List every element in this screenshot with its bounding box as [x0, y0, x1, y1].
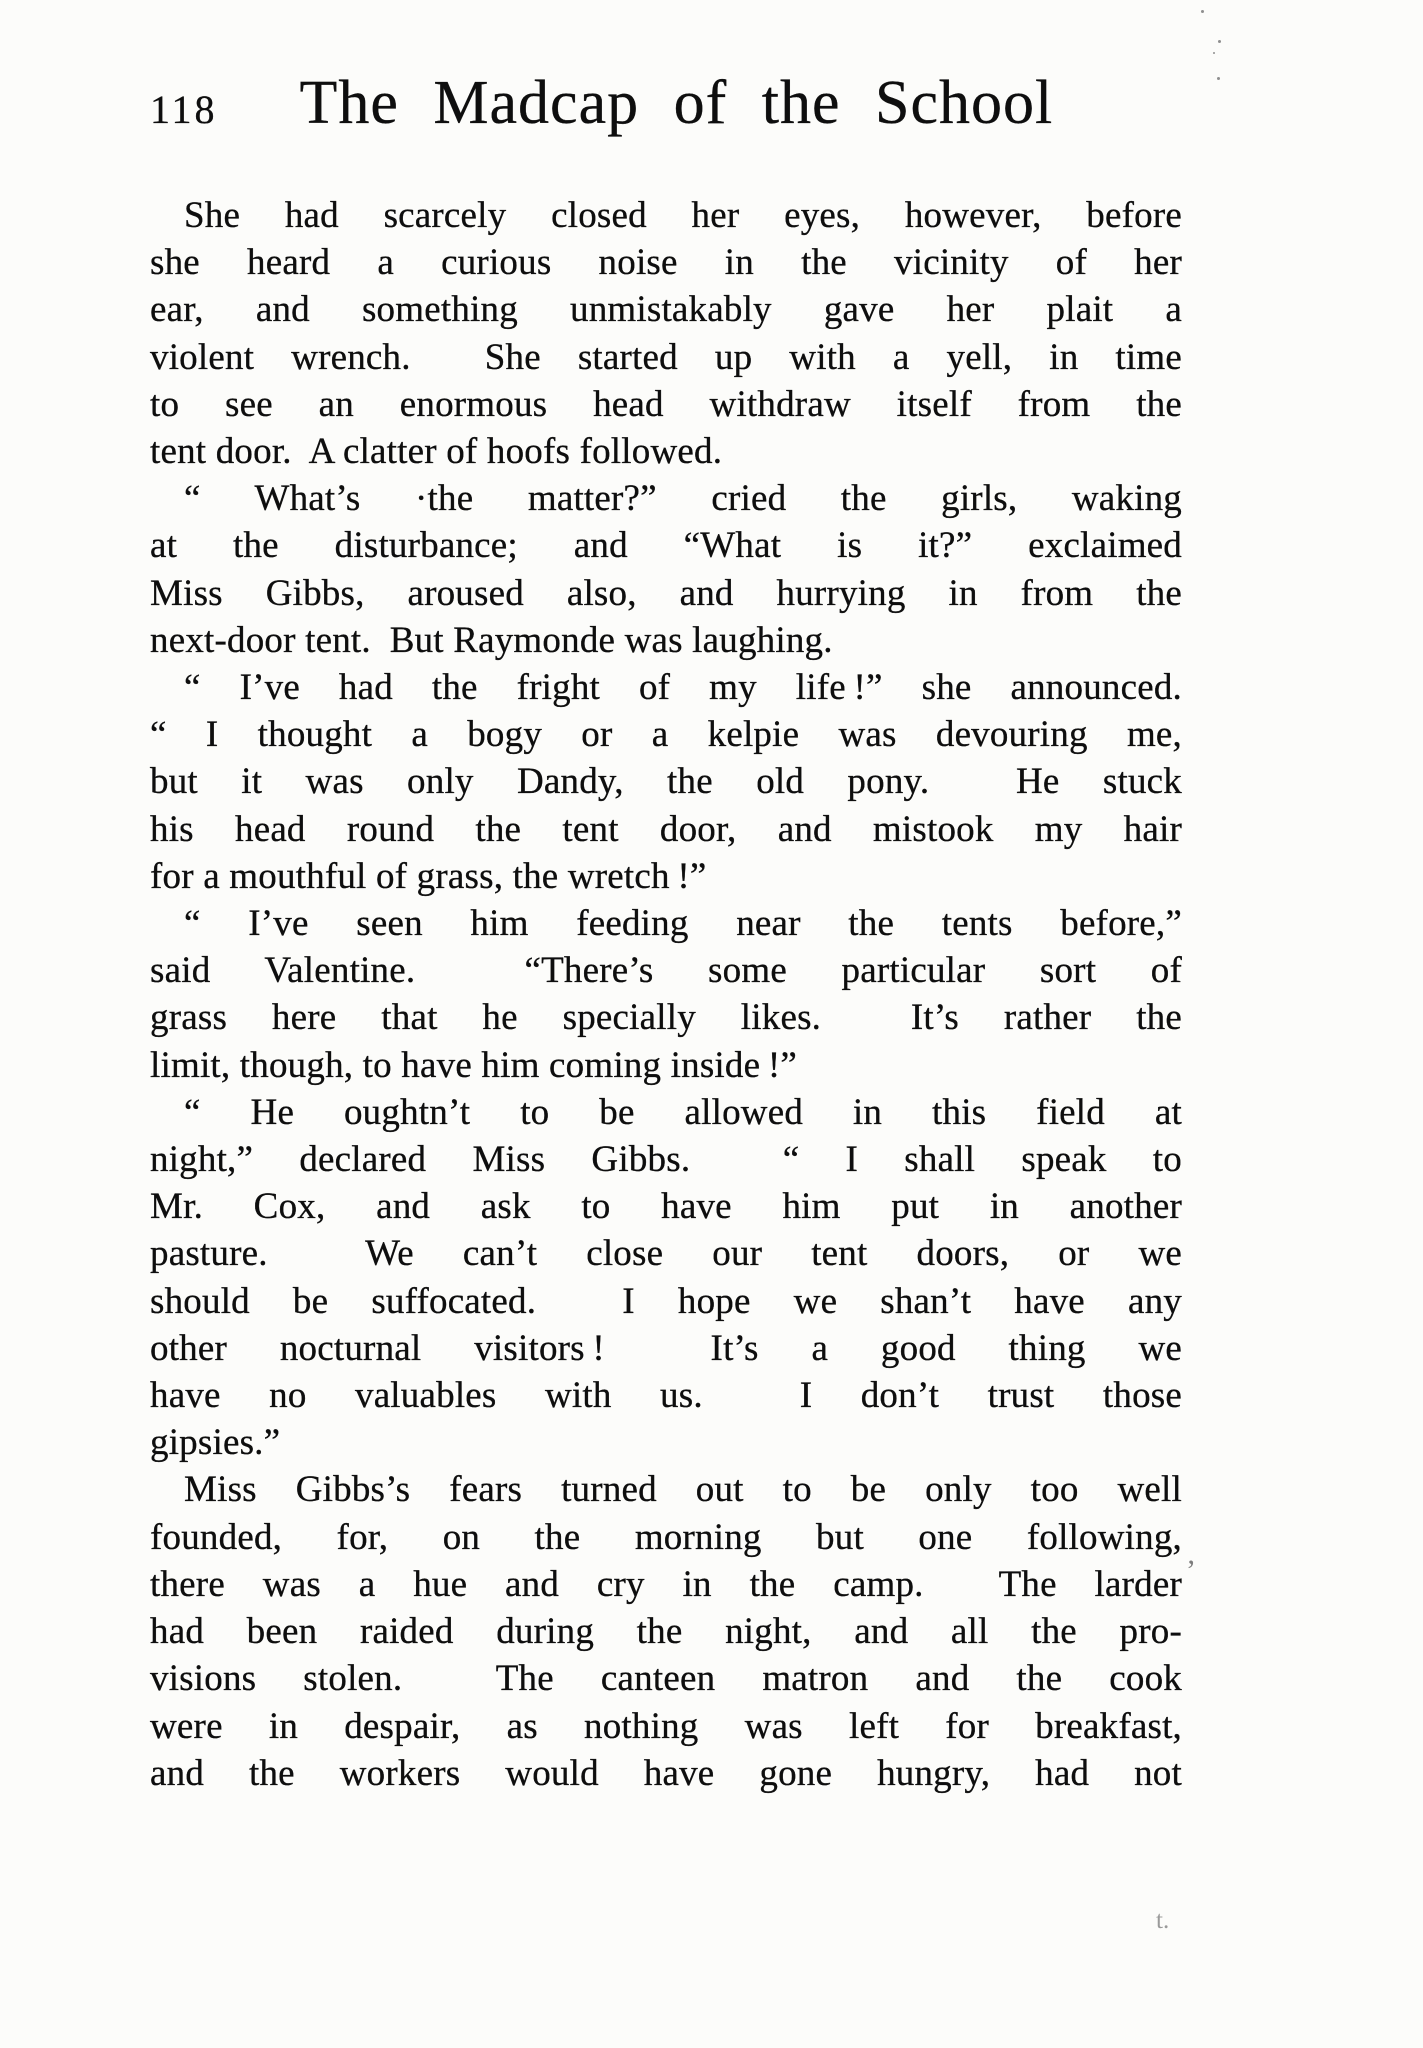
text-line: should be suffocated. I hope we shan’t have any [150, 1280, 1182, 1322]
text-line: night,” declared Miss Gibbs. “ I shall speak to [150, 1139, 1182, 1181]
text-line: had been raided during the night, and all the pro- [150, 1611, 1182, 1653]
text-line: limit, though, to have him coming inside !” [150, 1044, 797, 1086]
text-line: next-door tent. But Raymonde was laughing. [150, 619, 833, 661]
text-block [150, 192, 1182, 1797]
paragraph-2 [150, 475, 1182, 664]
paragraph-4 [150, 900, 1182, 1089]
text-line: founded, for, on the morning but one following, [150, 1516, 1182, 1558]
text-line: his head round the tent door, and mistook my hair [150, 808, 1182, 850]
paragraph-1 [150, 192, 1182, 475]
text-line: ear, and something unmistakably gave her plait a [150, 289, 1182, 331]
text-line: grass here that he specially likes. It’s rather the [150, 997, 1182, 1039]
text-line: for a mouthful of grass, the wretch !” [150, 855, 707, 897]
scan-speck [1218, 40, 1221, 43]
text-line: pasture. We can’t close our tent doors, or we [150, 1233, 1182, 1275]
running-title: The Madcap of the School [299, 69, 1054, 137]
text-line: violent wrench. She started up with a yell, in time [150, 336, 1182, 378]
text-line: “ He oughtn’t to be allowed in this field at [184, 1091, 1182, 1133]
text-line: she heard a curious noise in the vicinity of her [150, 242, 1182, 284]
text-line: tent door. A clatter of hoofs followed. [150, 431, 723, 473]
text-line: “ What’s ·the matter?” cried the girls, waking [184, 478, 1182, 520]
text-line: Mr. Cox, and ask to have him put in another [150, 1186, 1182, 1228]
scan-mark-footer: t. [1156, 1907, 1170, 1934]
text-line: and the workers would have gone hungry, had not [150, 1752, 1182, 1794]
text-line: gipsies.” [150, 1422, 281, 1464]
text-line: to see an enormous head withdraw itself from the [150, 383, 1182, 425]
text-line: at the disturbance; and “What is it?” exclaimed [150, 525, 1182, 567]
scan-speck [1217, 77, 1220, 80]
text-line: but it was only Dandy, the old pony. He stuck [150, 761, 1182, 803]
text-line: other nocturnal visitors ! It’s a good thing we [150, 1327, 1182, 1369]
paragraph-3 [150, 664, 1182, 900]
text-line: “ I’ve had the fright of my life !” she announced. [184, 667, 1182, 709]
text-line: were in despair, as nothing was left for breakfast, [150, 1705, 1182, 1747]
text-line: said Valentine. “There’s some particular sort of [150, 950, 1182, 992]
page-number: 118 [150, 87, 218, 132]
text-line: have no valuables with us. I don’t trust those [150, 1375, 1182, 1417]
text-line: visions stolen. The canteen matron and the cook [150, 1658, 1182, 1700]
paragraph-6 [150, 1466, 1182, 1796]
text-line: She had scarcely closed her eyes, however, before [184, 195, 1182, 236]
scan-speck [1201, 10, 1204, 13]
scan-speck [1213, 52, 1215, 54]
scan-mark-apostrophe: ’ [1186, 1554, 1196, 1587]
paragraph-5 [150, 1089, 1182, 1467]
text-line: Miss Gibbs, aroused also, and hurrying in from the [150, 572, 1182, 614]
text-line: “ I’ve seen him feeding near the tents before,” [184, 903, 1182, 945]
page-header [150, 68, 1182, 139]
text-line: “ I thought a bogy or a kelpie was devouring me, [150, 714, 1182, 756]
text-line: Miss Gibbs’s fears turned out to be only too well [184, 1469, 1182, 1511]
text-line: there was a hue and cry in the camp. The larder [150, 1563, 1182, 1605]
